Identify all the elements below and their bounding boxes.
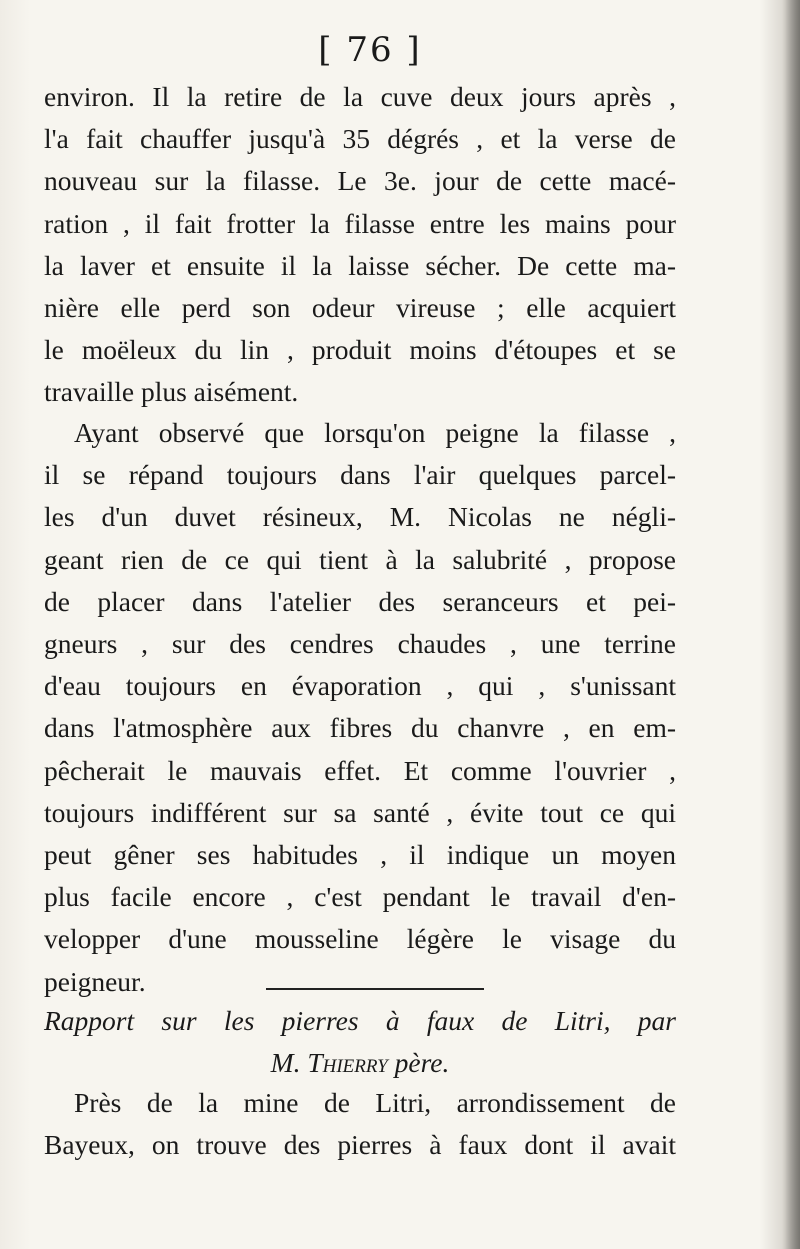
text-line: nouveau sur la filasse. Le 3e. jour de cette macé- — [44, 165, 676, 197]
page-edge-shadow — [782, 0, 800, 1249]
text-line: Bayeux, on trouve des pierres à faux dont il avait — [44, 1129, 676, 1161]
text-line: Près de la mine de Litri, arrondissement de — [74, 1087, 676, 1118]
text-line: environ. Il la retire de la cuve deux jours après , — [44, 81, 676, 112]
text-line: toujours indifférent sur sa santé , évite tout ce qui — [44, 796, 676, 828]
paragraph-1 — [44, 76, 676, 414]
text-line: travaille plus aisément. — [44, 376, 299, 408]
page-number: [ 76 ] — [318, 30, 422, 70]
text-line: l'a fait chauffer jusqu'à 35 dégrés , et la verse de — [44, 123, 676, 155]
text-line: Ayant observé que lorsqu'on peigne la filasse , — [74, 417, 676, 448]
text-line: dans l'atmosphère aux fibres du chanvre , en em- — [44, 712, 676, 744]
text-line: geant rien de ce qui tient à la salubrité , propose — [44, 543, 676, 575]
section-divider — [266, 988, 484, 990]
paragraph-3 — [44, 1082, 676, 1166]
text-line: nière elle perd son odeur vireuse ; elle acquiert — [44, 292, 676, 324]
text-line: le moëleux du lin , produit moins d'étoupes et se — [44, 334, 676, 366]
section-heading-author — [44, 1042, 676, 1084]
text-line: plus facile encore , c'est pendant le travail d'en- — [44, 881, 676, 913]
text-line: gneurs , sur des cendres chaudes , une terrine — [44, 628, 676, 660]
author-name: Thierry — [307, 1047, 388, 1078]
author-prefix: M. — [270, 1047, 308, 1078]
text-line: velopper d'une mousseline légère le visage du — [44, 923, 676, 955]
section-heading: Rapport sur les pierres à faux de Litri, par — [44, 1005, 676, 1036]
text-line: il se répand toujours dans l'air quelques parcel- — [44, 459, 676, 491]
text-line: peut gêner ses habitudes , il indique un moyen — [44, 839, 676, 871]
text-line: pêcherait le mauvais effet. Et comme l'ouvrier , — [44, 754, 676, 786]
text-line: de placer dans l'atelier des seranceurs et pei- — [44, 585, 676, 617]
paragraph-2 — [44, 412, 676, 1003]
text-line: ration , il fait frotter la filasse entre les mains pour — [44, 207, 676, 239]
text-line: la laver et ensuite il la laisse sécher. De cette ma- — [44, 249, 676, 281]
author-suffix: père. — [387, 1047, 450, 1078]
text-line: d'eau toujours en évaporation , qui , s'unissant — [44, 670, 676, 702]
text-line: les d'un duvet résineux, M. Nicolas ne négli- — [44, 501, 676, 533]
text-line: peigneur. — [44, 965, 146, 997]
